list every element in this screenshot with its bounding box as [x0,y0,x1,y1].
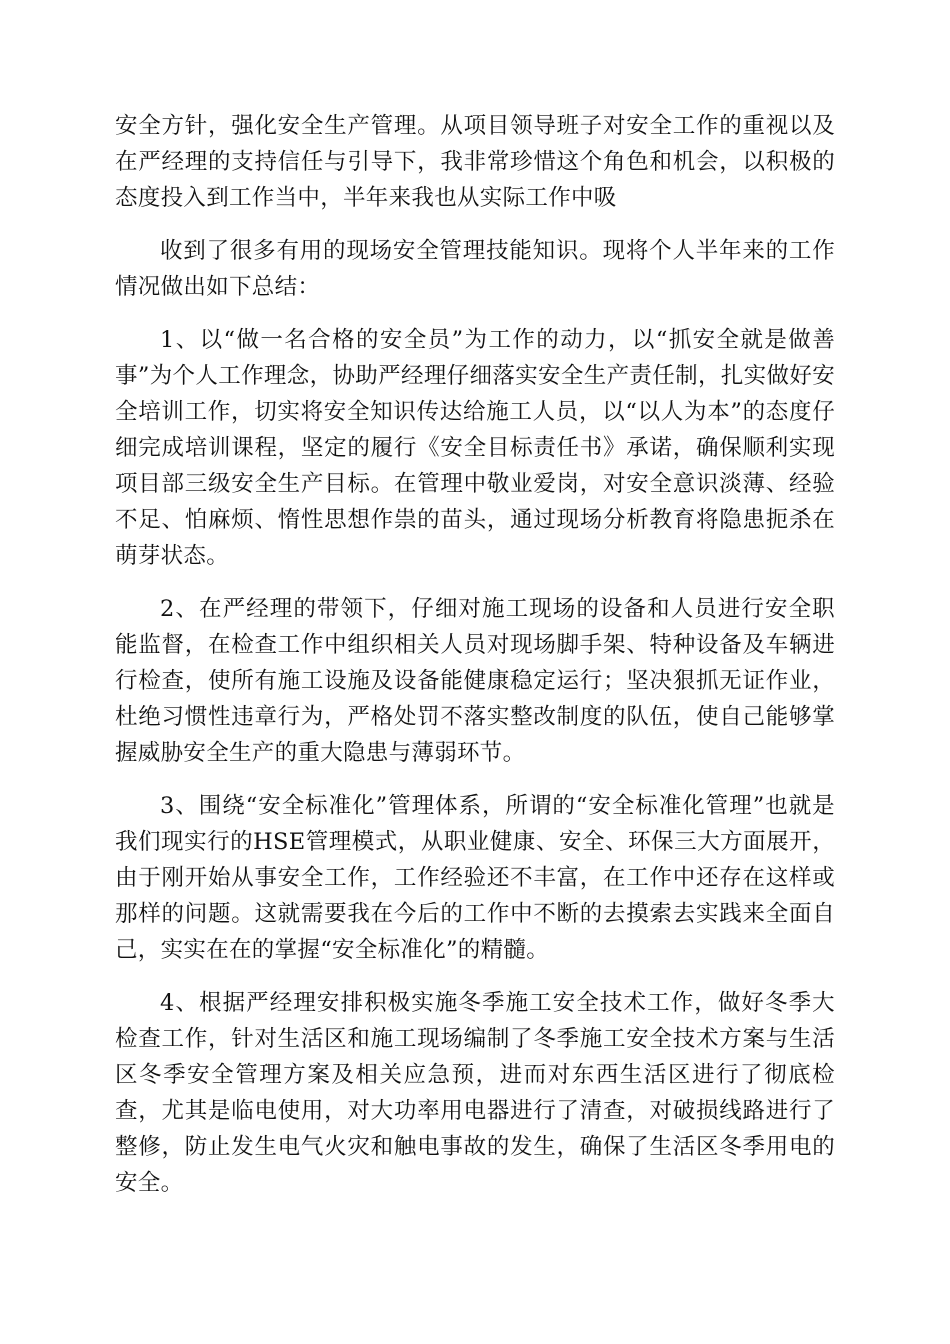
paragraph-item-3: 3、围绕“安全标准化”管理体系，所谓的“安全标准化管理”也就是我们现实行的HSE管理模式，从职业健康、安全、环保三大方面展开，由于刚开始从事安全工作，工作经验还不丰富，在工作中还存在这样或那样的问题。这就需要我在今后的工作中不断的去摸索去实践来全面自己，实实在在的掌握“安全标准化”的精髓。 [115,793,835,963]
document-body [115,108,835,1218]
paragraph-item-1: 1、以“做一名合格的安全员”为工作的动力，以“抓安全就是做善事”为个人工作理念，协助严经理仔细落实安全生产责任制，扎实做好安全培训工作，切实将安全知识传达给施工人员，以“以人为本”的态度仔细完成培训课程，坚定的履行《安全目标责任书》承诺，确保顺利实现项目部三级安全生产目标。在管理中敬业爱岗，对安全意识淡薄、经验不足、怕麻烦、惰性思想作祟的苗头，通过现场分析教育将隐患扼杀在萌芽状态。 [115,327,835,569]
paragraph-item-2: 2、在严经理的带领下，仔细对施工现场的设备和人员进行安全职能监督，在检查工作中组织相关人员对现场脚手架、特种设备及车辆进行检查，使所有施工设施及设备能健康稳定运行；坚决狠抓无证作业，杜绝习惯性违章行为，严格处罚不落实整改制度的队伍，使自己能够掌握威胁安全生产的重大隐患与薄弱环节。 [115,596,835,766]
paragraph-intro-continued: 安全方针，强化安全生产管理。从项目领导班子对安全工作的重视以及在严经理的支持信任与引导下，我非常珍惜这个角色和机会，以积极的态度投入到工作当中，半年来我也从实际工作中吸 [115,113,835,211]
paragraph-item-4: 4、根据严经理安排积极实施冬季施工安全技术工作，做好冬季大检查工作，针对生活区和施工现场编制了冬季施工安全技术方案与生活区冬季安全管理方案及相关应急预，进而对东西生活区进行了彻底检查，尤其是临电使用，对大功率用电器进行了清查，对破损线路进行了整修，防止发生电气火灾和触电事故的发生，确保了生活区冬季用电的安全。 [115,990,835,1196]
paragraph-summary-lead: 收到了很多有用的现场安全管理技能知识。现将个人半年来的工作情况做出如下总结： [115,238,835,300]
